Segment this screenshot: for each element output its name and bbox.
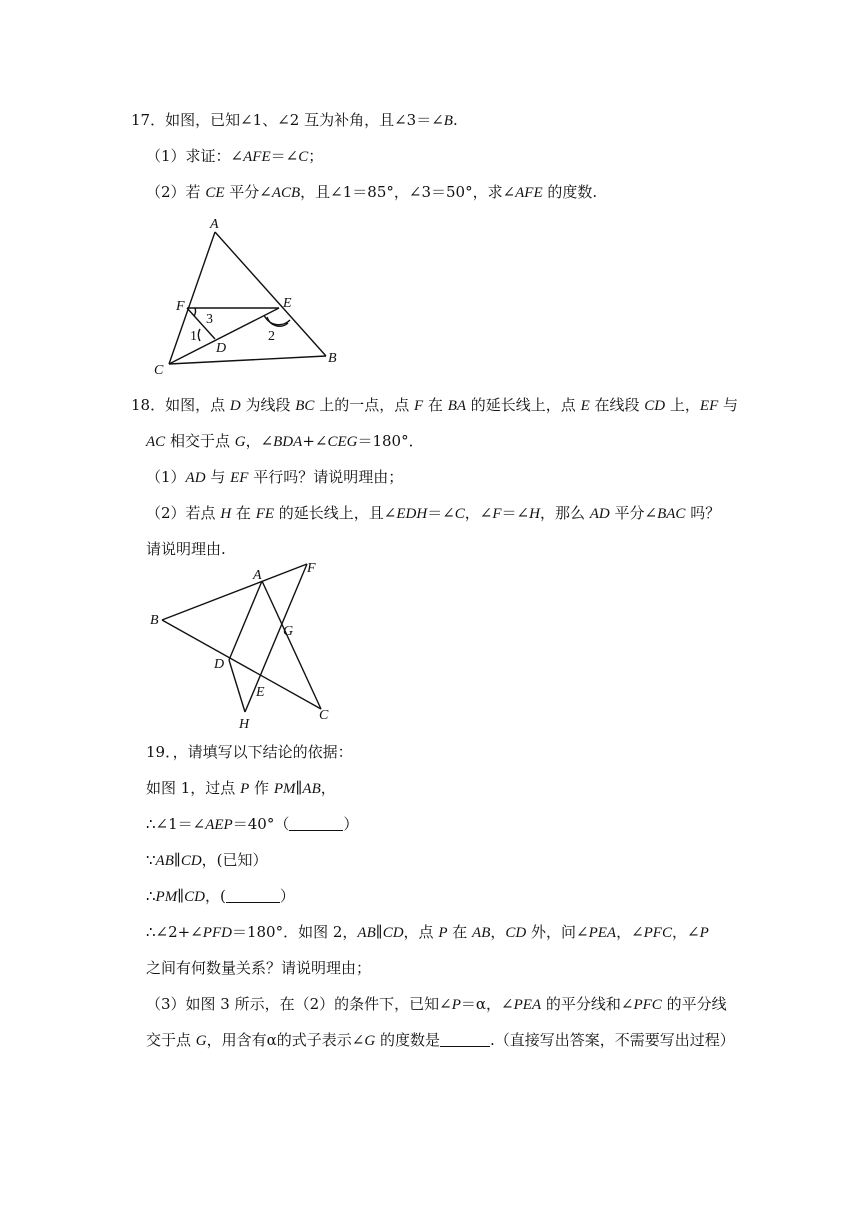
- q19-line2: 如图 1，过点 P 作 PM∥AB，: [146, 779, 336, 797]
- label-F: F: [307, 561, 316, 576]
- q19-line3: ∴∠1＝∠AEP＝40°（ ）: [146, 815, 359, 833]
- label-H: H: [239, 717, 250, 732]
- q19-title: 19．，请填写以下结论的依据：: [146, 743, 353, 761]
- label-angle-2: 2: [268, 329, 275, 344]
- angle-arc-3: [194, 308, 196, 316]
- q19-line6: ∴∠2+∠PFD＝180°．如图 2，AB∥CD，点 P 在 AB，CD 外，问∠PEA，∠PFC，∠P: [146, 923, 709, 941]
- q18-stem-line1: 18．如图，点 D 为线段 BC 上的一点，点 F 在 BA 的延长线上，点 E 在线段 CD 上，EF 与: [131, 396, 739, 414]
- answer-blank-2[interactable]: [226, 888, 280, 903]
- segment-DH: [229, 660, 245, 712]
- q17-stem: 17．如图，已知∠1、∠2 互为补角，且∠3＝∠B.: [131, 111, 458, 129]
- q17-figure: [140, 210, 360, 380]
- q18-part1: （1）AD 与 EF 平行吗？请说明理由；: [146, 468, 404, 486]
- q19-line7: 之间有何数量关系？请说明理由；: [146, 959, 372, 977]
- q19-line5: ∴PM∥CD，( ）: [146, 887, 295, 905]
- segment-CB: [169, 356, 326, 364]
- answer-blank-3[interactable]: [440, 1032, 490, 1047]
- q19-line9: 交于点 G，用含有α的式子表示∠G 的度数是 .（直接写出答案，不需要写出过程）: [146, 1031, 735, 1049]
- segment-BC: [162, 620, 321, 709]
- label-A: A: [210, 217, 219, 232]
- label-B: B: [150, 613, 159, 628]
- q17-part2: （2）若 CE 平分∠ACB，且∠1＝85°，∠3＝50°，求∠AFE 的度数.: [146, 183, 598, 201]
- segment-BF: [162, 564, 307, 620]
- q18-figure: [145, 556, 345, 736]
- q17-part1: （1）求证：∠AFE＝∠C；: [146, 147, 324, 165]
- q18-part2: （2）若点 H 在 FE 的延长线上，且∠EDH＝∠C，∠F＝∠H，那么 AD 平分∠BAC 吗？: [146, 504, 721, 522]
- label-F: F: [176, 299, 185, 314]
- label-C: C: [154, 363, 164, 378]
- label-G: G: [283, 624, 294, 639]
- answer-blank-1[interactable]: [289, 816, 343, 831]
- label-angle-1: 1: [190, 329, 197, 344]
- angle-arc-1: [198, 329, 200, 341]
- q18-part2-cont: 请说明理由.: [146, 540, 226, 558]
- label-E: E: [283, 296, 292, 311]
- label-angle-3: 3: [206, 312, 213, 327]
- segment-FH: [245, 564, 307, 712]
- q18-stem-line2: AC 相交于点 G，∠BDA+∠CEG＝180°．: [146, 432, 424, 450]
- q19-line4: ∵AB∥CD，(已知）: [146, 851, 268, 869]
- label-C: C: [319, 708, 329, 723]
- label-D: D: [216, 341, 227, 356]
- label-B: B: [328, 351, 337, 366]
- q19-line8: （3）如图 3 所示，在（2）的条件下，已知∠P＝α，∠PEA 的平分线和∠PFC 的平分线: [146, 995, 727, 1013]
- label-A: A: [253, 568, 262, 583]
- label-D: D: [214, 657, 225, 672]
- label-E: E: [256, 685, 265, 700]
